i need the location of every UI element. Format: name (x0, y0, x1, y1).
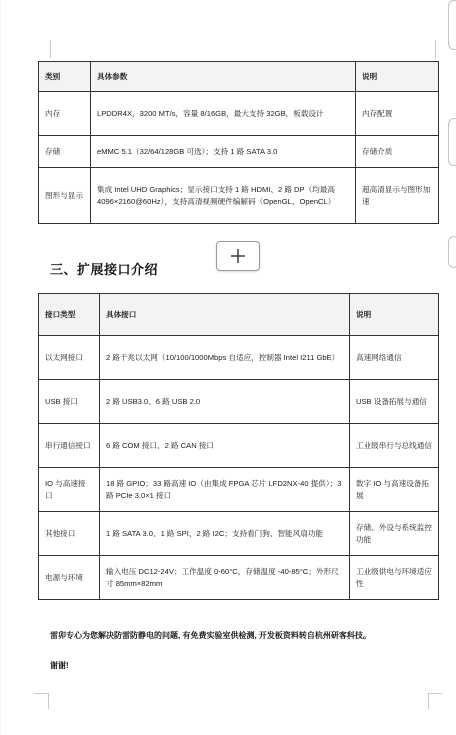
section-title: 三、扩展接口介绍 (50, 263, 159, 278)
cell-detail: 1 路 SATA 3.0、1 路 SPI、2 路 I2C；支持看门狗、智能风扇功能 (100, 512, 350, 556)
cell-note: 超高清显示与图形加速 (356, 168, 439, 224)
cell-note: 工业级供电与环境适应性 (350, 556, 439, 600)
table-row (39, 336, 439, 380)
thanks-text: 谢谢! (50, 661, 69, 670)
cell-note: 数字 IO 与高速设备拓展 (350, 468, 439, 512)
interface-table (38, 293, 439, 600)
plus-icon (230, 248, 246, 264)
cell-params: LPDDR4X，3200 MT/s，容量 8/16GB，最大支持 32GB，板载设计 (91, 92, 356, 136)
table-row (39, 92, 439, 136)
side-scroll-tab[interactable] (448, 236, 456, 268)
table-row (39, 556, 439, 600)
cell-category: 图形与显示 (39, 168, 91, 224)
table-row (39, 136, 439, 168)
cell-detail: 输入电压 DC12-24V；工作温度 0-60°C，存储温度 -40-85°C；外形尺寸 85mm×82mm (100, 556, 350, 600)
cell-detail: 2 路千兆以太网（10/100/1000Mbps 自适应，控制器 Intel I211 GbE） (100, 336, 350, 380)
cell-note: 存储介质 (356, 136, 439, 168)
table-row (39, 380, 439, 424)
cell-type: 电源与环境 (39, 556, 100, 600)
spec-table (38, 61, 439, 224)
table-header-row (39, 62, 439, 92)
page-edge (0, 0, 1, 735)
header-params: 具体参数 (91, 62, 356, 92)
header-category: 类别 (39, 62, 91, 92)
corner-mark-bottom-right (428, 693, 442, 710)
cell-detail: 6 路 COM 接口、2 路 CAN 接口 (100, 424, 350, 468)
cell-type: IO 与高速接口 (39, 468, 100, 512)
cell-note: 内存配置 (356, 92, 439, 136)
table-header-row (39, 294, 439, 336)
cell-note: 工业级串行与总线通信 (350, 424, 439, 468)
add-button[interactable] (216, 241, 260, 271)
cell-type: 其他接口 (39, 512, 100, 556)
header-note: 说明 (356, 62, 439, 92)
corner-mark-bottom-right-v (428, 693, 429, 709)
cell-type: USB 接口 (39, 380, 100, 424)
header-detail: 具体接口 (100, 294, 350, 336)
corner-mark-top-left (38, 40, 51, 58)
cell-category: 内存 (39, 92, 91, 136)
corner-mark-bottom-left (34, 693, 48, 710)
cell-type: 串行通信接口 (39, 424, 100, 468)
table-row (39, 512, 439, 556)
side-scroll-tab[interactable] (448, 0, 456, 50)
cell-params: eMMC 5.1（32/64/128GB 可选）；支持 1 路 SATA 3.0 (91, 136, 356, 168)
table-row (39, 168, 439, 224)
footer-note: 雷卯专心为您解决防雷防静电的问题, 有免费实验室供检测, 开发板资料转自杭州研客科技。 (50, 631, 371, 640)
cell-detail: 18 路 GPIO；33 路高速 IO（由集成 FPGA 芯片 LFD2NX-40 提供）；3 路 PCIe 3.0×1 接口 (100, 468, 350, 512)
cell-detail: 2 路 USB3.0、6 路 USB 2.0 (100, 380, 350, 424)
cell-params: 集成 Intel UHD Graphics；显示接口支持 1 路 HDMI、2 路 DP（均最高 4096×2160@60Hz），支持高清视频硬件编解码（OpenGL、OpenCL） (91, 168, 356, 224)
table-row (39, 468, 439, 512)
cell-category: 存储 (39, 136, 91, 168)
corner-mark-top-right (435, 40, 436, 58)
side-scroll-tab[interactable] (448, 118, 456, 166)
header-note: 说明 (350, 294, 439, 336)
cell-note: 存储、外设与系统监控功能 (350, 512, 439, 556)
table-row (39, 424, 439, 468)
corner-mark-bottom-left-v (48, 693, 49, 709)
cell-note: USB 设备拓展与通信 (350, 380, 439, 424)
cell-note: 高速网络通信 (350, 336, 439, 380)
cell-type: 以太网接口 (39, 336, 100, 380)
header-type: 接口类型 (39, 294, 100, 336)
